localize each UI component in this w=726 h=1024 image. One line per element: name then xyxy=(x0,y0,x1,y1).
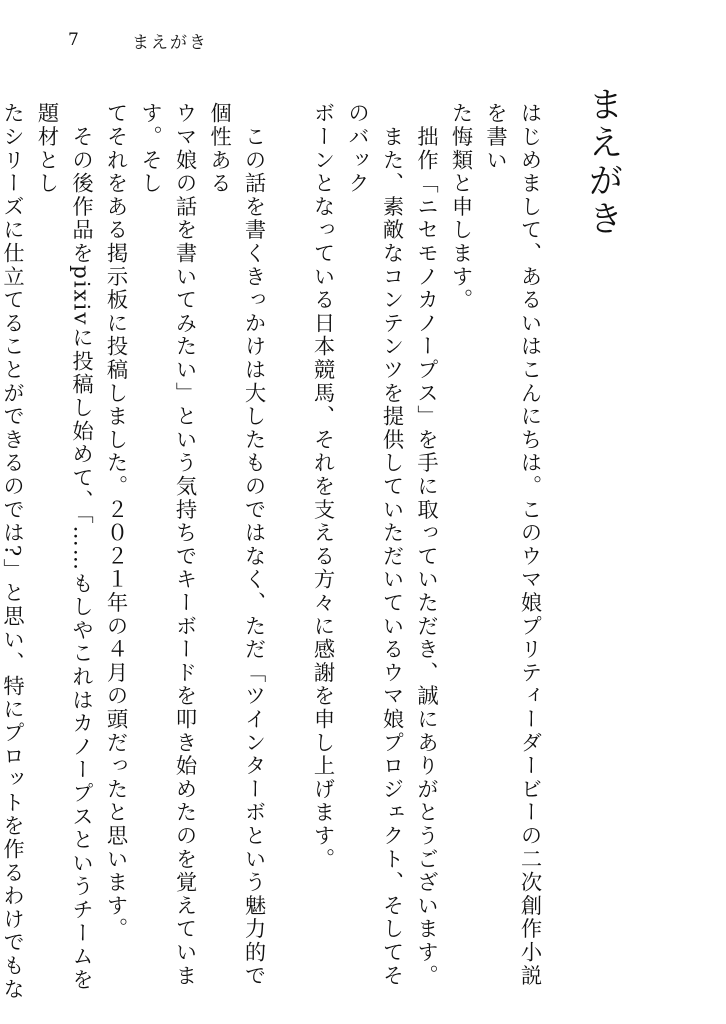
paragraph-thanks-readers: 拙作「ニセモノカノープス」を手に取っていただき、誠にありがとうございます。 xyxy=(413,102,439,988)
chapter-title: まえがき xyxy=(583,86,623,238)
paragraph-greeting: はじめまして、あるいはこんにちは。このウマ娘プリティーダービーの二次創作小説を書い た悔類と申します。 xyxy=(448,102,542,988)
paragraph-origin: この話を書くきっかけは大したものではなく、ただ「ツインターボという魅力的で個性ある ウマ娘の話を書いてみたい」という気持ちでキーボードを叩き始めたのを覚えています。そし てそれをある掲示板に投稿しました。２０２１年の４月の頭だったと思います。 xyxy=(103,102,266,988)
paragraph-series: その後作品をpixivに投稿し始めて、「……もしやこれはカノープスというチームを題材とし たシリーズに仕立てることができるのでは?」と思い、特にプロットを作るわけでもな xyxy=(0,102,94,1001)
body-text xyxy=(0,102,546,1002)
running-chapter-title: まえがき xyxy=(132,32,208,53)
paragraph-spacer xyxy=(270,102,305,1002)
running-header xyxy=(68,28,208,52)
page-number: 7 xyxy=(68,30,79,50)
paragraph-thanks-project: また、素敵なコンテンツを提供していただいているウマ娘プロジェクト、そしてそのバック ボーンとなっている日本競馬、それを支える方々に感謝を申し上げます。 xyxy=(310,102,404,988)
